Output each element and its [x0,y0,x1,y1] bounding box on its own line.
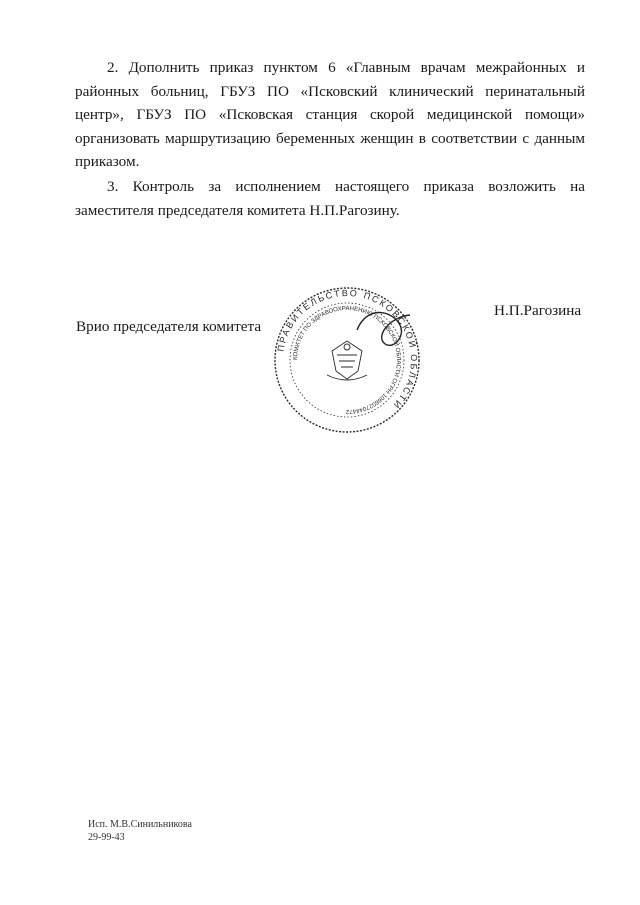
executor-phone: 29-99-43 [88,832,125,843]
executor-name: Исп. М.В.Синильникова [88,819,192,830]
seal-inner-text: КОМИТЕТ ПО ЗДРАВООХРАНЕНИЮ ПСКОВСКОЙ ОБЛАСТИ ОГРН 1066027044472 [292,305,402,415]
signatory-name: Н.П.Рагозина [494,302,582,319]
svg-text:КОМИТЕТ ПО ЗДРАВООХРАНЕНИЮ ПСК [293,306,401,414]
signatory-role: Врио председателя комитета [76,318,262,335]
paragraph-2: 2. Дополнить приказ пунктом 6 «Главным врачам межрайонных и районных больниц, ГБУЗ ПО «Псковский клинический перинатальный центр», ГБУЗ ПО «Псковская станция скорой медицинской помощи» организовать маршрутизацию беременных женщин в соответствии с данным приказом. [75,59,585,170]
seal-emblem-icon [327,341,367,380]
paragraph-3: 3. Контроль за исполнением настоящего приказа возложить на заместителя председателя комитета Н.П.Рагозину. [75,178,585,219]
official-seal-icon [272,285,422,435]
executor-block [88,818,192,844]
seal-outer-text: ПРАВИТЕЛЬСТВО ПСКОВСКОЙ ОБЛАСТИ [275,287,420,412]
